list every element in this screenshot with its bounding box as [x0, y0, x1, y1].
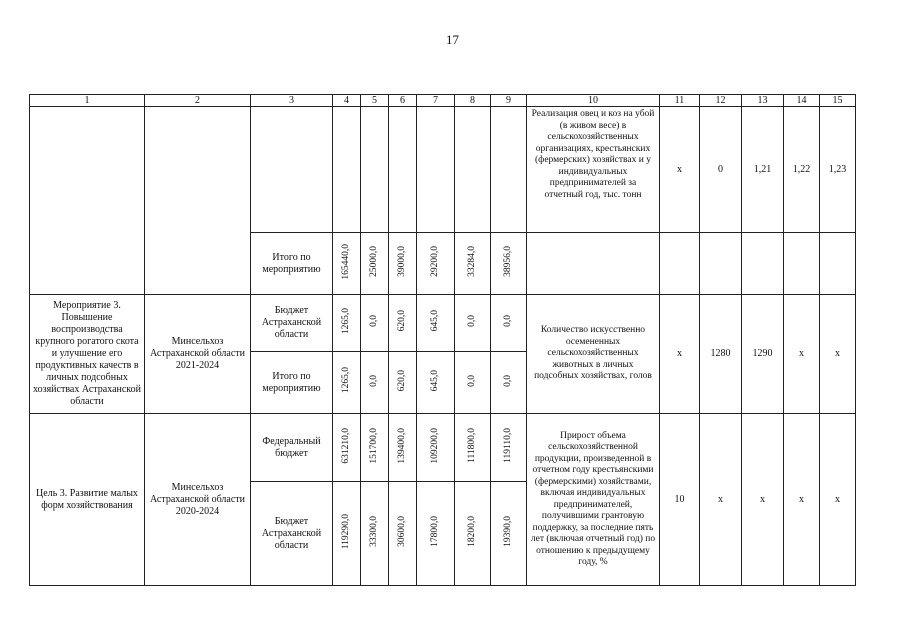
header-cell: 6	[389, 95, 417, 107]
amount-value: 0,0	[467, 315, 477, 327]
amount-value: 1265,0	[341, 307, 351, 335]
amount-value: 0,0	[503, 374, 513, 387]
value-cell: x	[820, 414, 856, 586]
amount-value: 29200,0	[430, 246, 440, 277]
value-cell: x	[700, 414, 742, 586]
amount-value: 39000,0	[397, 246, 407, 277]
amount-value: 151700,0	[369, 427, 379, 464]
value-cell: 1290	[742, 295, 784, 414]
value-cell-empty	[820, 233, 856, 295]
value-cell-empty	[660, 233, 700, 295]
amount-value: 18200,0	[467, 516, 477, 547]
amount-value: 25000,0	[369, 246, 379, 277]
table-row	[30, 107, 856, 233]
indicator-cell: Прирост объема сельскохозяйственной продукции, произведенной в отчетном году крестьянскими (фермерскими) хозяйствами, включая индивидуальных предпринимателей, получившими грантовую поддержку, за последние пять лет (включая отчетный год) по отношению к предыдущему году, %	[527, 414, 660, 586]
goal-cell: Цель 3. Развитие малых форм хозяйствования	[30, 414, 145, 586]
amount-cell-empty	[417, 107, 455, 233]
header-cell: 7	[417, 95, 455, 107]
amount-cell-empty	[491, 107, 527, 233]
value-cell: 1280	[700, 295, 742, 414]
amount-value: 38956,0	[503, 246, 513, 277]
value-cell-empty	[784, 233, 820, 295]
page-number: 17	[446, 32, 459, 47]
amount-value: 620,0	[397, 369, 407, 392]
header-cell: 14	[784, 95, 820, 107]
amount-value: 109200,0	[430, 427, 440, 464]
indicator-cell-empty	[527, 233, 660, 295]
amount-value: 645,0	[430, 310, 440, 332]
value-cell-empty	[742, 233, 784, 295]
amount-cell-empty	[389, 107, 417, 233]
header-cell: 4	[333, 95, 361, 107]
amount-value: 165440,0	[341, 243, 351, 280]
table-row	[30, 295, 856, 352]
source-cell: Итого по мероприятию	[251, 352, 333, 414]
value-cell: 1,23	[820, 107, 856, 233]
executor-cell: Минсельхоз Астраханской области 2021-2024	[145, 295, 251, 414]
header-cell: 1	[30, 95, 145, 107]
value-cell: 10	[660, 414, 700, 586]
amount-value: 33300,0	[369, 516, 379, 547]
value-cell: 0	[700, 107, 742, 233]
header-cell: 8	[455, 95, 491, 107]
header-cell: 12	[700, 95, 742, 107]
value-cell: x	[660, 295, 700, 414]
amount-value: 0,0	[503, 315, 513, 327]
amount-value: 645,0	[430, 369, 440, 392]
amount-cell-empty	[361, 107, 389, 233]
amount-value: 111800,0	[467, 428, 477, 463]
value-cell: 1,22	[784, 107, 820, 233]
source-cell: Бюджет Астраханской области	[251, 482, 333, 586]
amount-value: 620,0	[397, 310, 407, 332]
amount-value: 33284,0	[467, 246, 477, 277]
header-cell: 11	[660, 95, 700, 107]
value-cell: x	[784, 295, 820, 414]
executor-cell-empty	[145, 107, 251, 295]
header-cell: 3	[251, 95, 333, 107]
amount-value: 1265,0	[341, 367, 351, 394]
indicator-cell: Реализация овец и коз на убой (в живом весе) в сельскохозяйственных организациях, крестьянских (фермерских) хозяйствах и у индивидуальных предпринимателей за отчетный год, тыс. тонн	[527, 107, 660, 233]
table-row	[30, 414, 856, 482]
executor-cell: Минсельхоз Астраханской области 2020-2024	[145, 414, 251, 586]
event-cell: Мероприятие 3. Повышение воспроизводства крупного рогатого скота и улучшение его продуктивных качеств в личных подсобных хозяйствах Астраханской области	[30, 295, 145, 414]
header-cell: 13	[742, 95, 784, 107]
amount-value: 19390,0	[503, 516, 513, 547]
amount-value: 0,0	[467, 374, 477, 387]
amount-value: 0,0	[369, 374, 379, 387]
value-cell: x	[660, 107, 700, 233]
header-row	[30, 95, 856, 107]
header-cell: 5	[361, 95, 389, 107]
amount-value: 0,0	[369, 315, 379, 327]
indicator-cell: Количество искусственно осемененных сельскохозяйственных животных в личных подсобных хозяйствах, голов	[527, 295, 660, 414]
value-cell: x	[742, 414, 784, 586]
value-cell: 1,21	[742, 107, 784, 233]
amount-value: 17800,0	[430, 516, 440, 547]
header-cell: 9	[491, 95, 527, 107]
amount-value: 30600,0	[397, 516, 407, 547]
amount-value: 631210,0	[341, 427, 351, 464]
program-table	[29, 94, 856, 586]
source-cell: Итого по мероприятию	[251, 233, 333, 295]
source-cell: Федеральный бюджет	[251, 414, 333, 482]
header-cell: 15	[820, 95, 856, 107]
amount-cell-empty	[455, 107, 491, 233]
header-cell: 2	[145, 95, 251, 107]
source-cell: Бюджет Астраханской области	[251, 295, 333, 352]
amount-value: 119290,0	[341, 513, 351, 550]
value-cell: x	[820, 295, 856, 414]
amount-cell-empty	[333, 107, 361, 233]
source-cell-empty	[251, 107, 333, 233]
header-cell: 10	[527, 95, 660, 107]
amount-value: 119110,0	[503, 428, 513, 463]
value-cell: x	[784, 414, 820, 586]
amount-value: 139400,0	[397, 427, 407, 464]
value-cell-empty	[700, 233, 742, 295]
event-cell-empty	[30, 107, 145, 295]
